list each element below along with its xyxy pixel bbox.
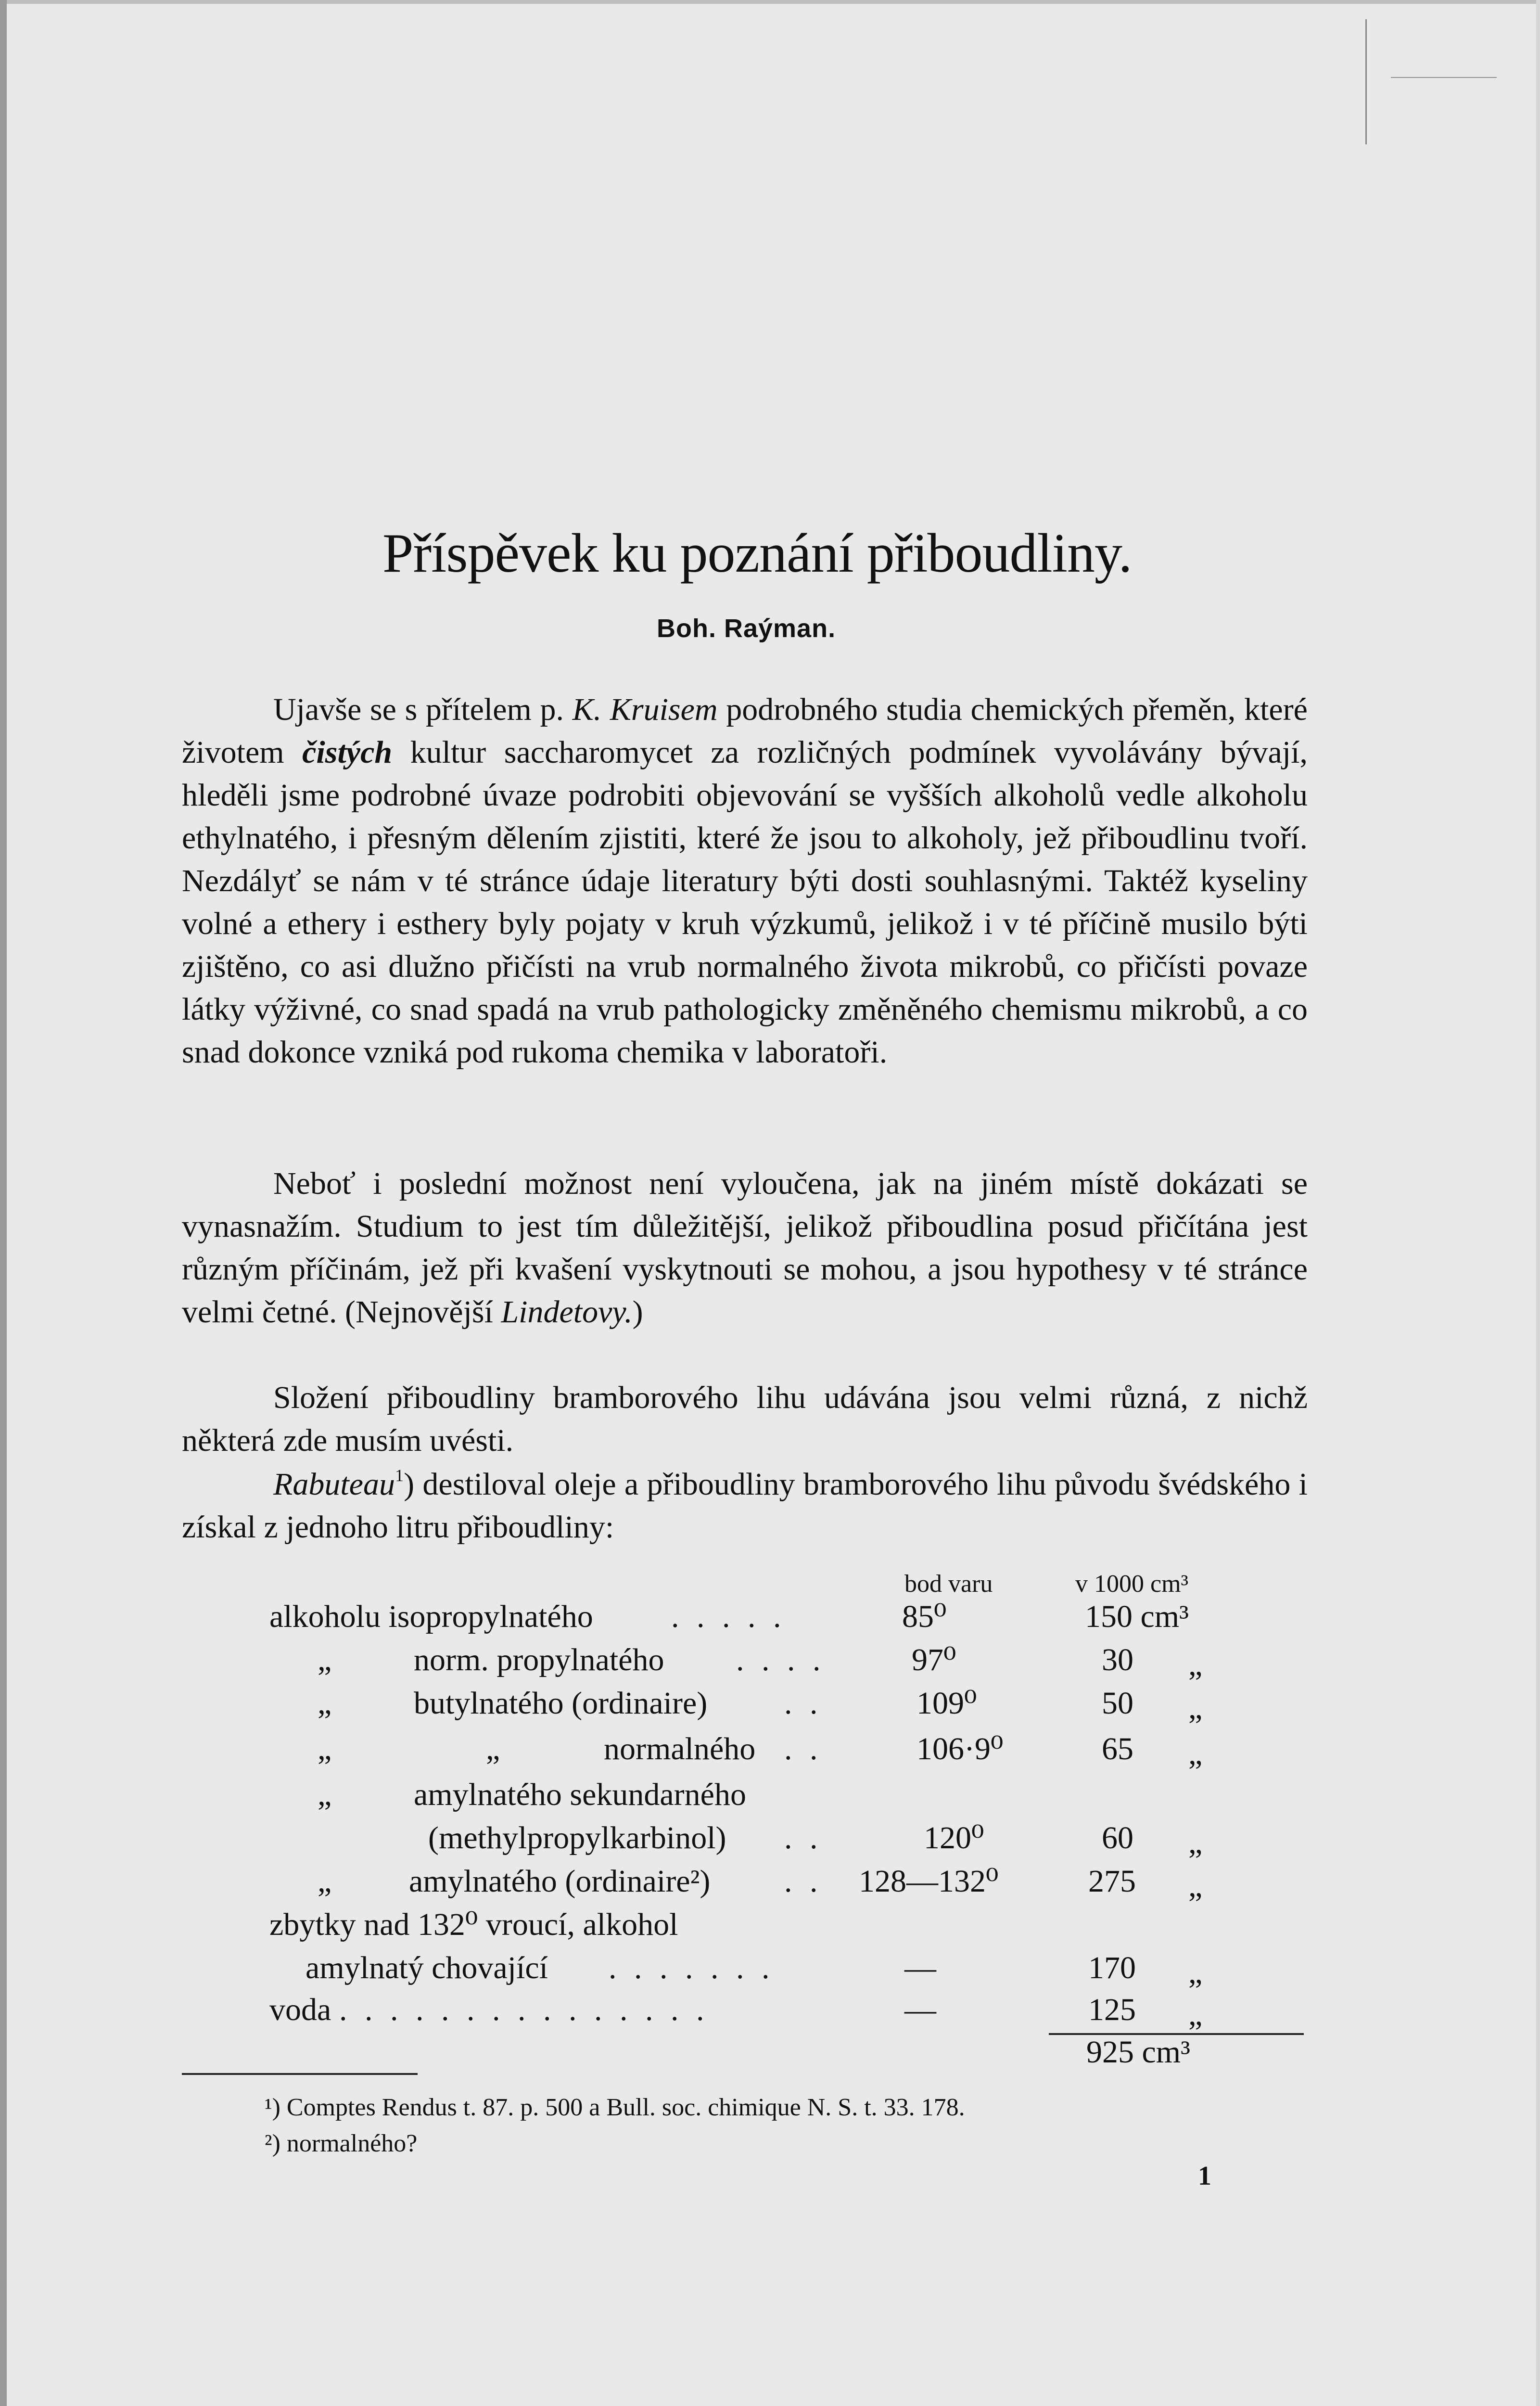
header-per1000: v 1000 cm³	[1075, 1570, 1189, 1598]
table-row-dots: . .	[784, 1686, 823, 1721]
table-row-boiling: —	[904, 1992, 936, 2027]
p4-text-b: ) destiloval oleje a přiboudliny bramborového lihu původu švédského i získal z jednoho litru přiboudliny:	[182, 1467, 1308, 1545]
table-row-dots: . . . . . . . . . . . . . . .	[339, 1992, 709, 2027]
table-row-boiling: 109⁰	[916, 1686, 977, 1721]
table-row-boiling: 85⁰	[902, 1599, 947, 1634]
table-row-volume: 65	[1102, 1731, 1133, 1766]
p2-name-lindet: Lindetovy.	[501, 1294, 633, 1330]
table-row-label: amylnatý chovající	[305, 1950, 548, 1985]
paragraph-3: Složení přiboudliny bramborového lihu udávána jsou velmi různá, z nichž některá zde musím uvésti.	[182, 1380, 1308, 1458]
table-row-label: amylnatého sekundarného	[414, 1777, 746, 1812]
table-row-ditto: „	[318, 1686, 332, 1721]
p2-text-a: Neboť i poslední možnost není vyloučena, jak na jiném místě dokázati se vynasnažím. Studium to jest tím důležitější, jelikož přiboudlina posud přičítána jest různým příčinám, jež při kvašení vyskytnouti se mohou, a jsou hypothesy v té stránce velmi četné. (Nejnovější	[182, 1166, 1308, 1330]
table-row-label: normalného	[604, 1731, 756, 1766]
table-row-volume-ditto: „	[1188, 1997, 1203, 2032]
table-row-ditto: „	[318, 1731, 332, 1766]
table-row-label: alkoholu isopropylnatého	[269, 1599, 593, 1634]
p4-footnote-ref: 1	[395, 1465, 404, 1485]
table-row-volume-ditto: „	[1188, 1736, 1203, 1771]
p1-text-e: kultur saccharomycet za rozličných podmínek vyvolávány bývají, hleděli jsme podrobné úvaze podrobiti objevování se vyšších alkoholů vedle alkoholu ethylnatého, i přesným dělením zjistiti, které že jsou to alkoholy, jež přiboudlinu tvoří. Nezdályť se nám v té stránce údaje literatury býti dosti souhlasnými. Taktéž kyseliny volné a ethery i esthery byly pojaty v kruh výzkumů, jelikož i v té příčině musilo býti zjištěno, co asi dlužno přičísti na vrub normalného života mikrobů, co přičísti povaze látky výživné, co snad spadá na vrub pathologicky změněného chemismu mikrobů, a co snad dokonce vzniká pod rukoma chemika v laboratoři.	[182, 735, 1308, 1070]
table-row-volume: 30	[1102, 1642, 1133, 1677]
table-row-volume-ditto: „	[1188, 1825, 1203, 1860]
table-row-boiling: 106·9⁰	[916, 1731, 1004, 1766]
table-row-volume: 60	[1102, 1820, 1133, 1856]
table-row-volume-ditto: „	[1188, 1690, 1203, 1726]
footnote-1	[265, 2091, 965, 2124]
p2-text-c: )	[632, 1294, 643, 1330]
p1-emph-cistych: čistých	[302, 735, 393, 770]
p1-text-c: podrobného studia chemických přeměn, které životem	[182, 692, 1308, 770]
table-row-boiling: 120⁰	[924, 1820, 984, 1856]
footnote-1-text-e: 178.	[915, 2094, 965, 2121]
footnote-1-mark: ¹)	[265, 2094, 280, 2121]
table-row-volume: 170	[1088, 1950, 1136, 1985]
table-row-dots: . . . . . . .	[609, 1950, 775, 1985]
table-row-boiling: 128—132⁰	[859, 1864, 999, 1899]
table-total: 925 cm³	[1086, 2035, 1190, 2070]
footnote-1-volume: 87.	[483, 2094, 514, 2121]
footnote-1-text-a: Comptes Rendus t.	[280, 2094, 483, 2121]
table-row-label: (methylpropylkarbinol)	[428, 1820, 726, 1856]
table-row-boiling: —	[904, 1950, 936, 1985]
table-row-dots: . .	[784, 1731, 823, 1766]
table-row-ditto: „	[318, 1864, 332, 1899]
footnote-1-text-c: p. 500 a Bull. soc. chimique N. S. t.	[514, 2094, 884, 2121]
table-row-volume: 50	[1102, 1686, 1133, 1721]
table-row-dots: . . . . .	[671, 1599, 786, 1634]
footnote-divider	[182, 2073, 418, 2075]
table-row-dots: . .	[784, 1864, 823, 1899]
table-row-label: voda	[269, 1992, 331, 2027]
table-row-label: amylnatého (ordinaire²)	[409, 1864, 711, 1899]
table-row-dots: . .	[784, 1820, 823, 1856]
table-row-label: norm. propylnatého	[414, 1642, 664, 1677]
footnote-1-volume-2: 33.	[883, 2094, 915, 2121]
table-row-volume-ditto: „	[1188, 1647, 1203, 1682]
p4-name-rabuteau: Rabuteau	[273, 1467, 395, 1502]
table-row-boiling: 97⁰	[912, 1642, 956, 1677]
table-row-ditto: „	[318, 1642, 332, 1677]
table-row-label: zbytky nad 132⁰ vroucí, alkohol	[269, 1907, 678, 1942]
table-row-volume-ditto: „	[1188, 1868, 1203, 1904]
table-row-label: butylnatého (ordinaire)	[414, 1686, 708, 1721]
p1-text-a: Ujavše se s přítelem p.	[273, 692, 573, 727]
table-row-dots: . . . .	[736, 1642, 826, 1677]
page-number: 1	[1198, 2161, 1211, 2191]
table-row-volume: 125	[1088, 1992, 1136, 2027]
article-title: Příspěvek ku poznání přiboudliny.	[382, 523, 1132, 584]
table-row-volume: 275	[1088, 1864, 1136, 1899]
table-row-volume-ditto: „	[1188, 1955, 1203, 1990]
table-row-ditto: „	[318, 1777, 332, 1812]
footnote-2-mark: ²)	[265, 2130, 280, 2157]
article-author: Boh. Raýman.	[657, 614, 836, 643]
header-boiling: bod varu	[904, 1570, 993, 1598]
table-row-volume: 150 cm³	[1085, 1599, 1189, 1634]
p1-name-kruis: K. Kruisem	[572, 692, 718, 727]
table-row-ditto-2: „	[486, 1731, 500, 1766]
footnote-2	[265, 2127, 417, 2161]
footnote-2-text: normalného?	[280, 2130, 418, 2157]
